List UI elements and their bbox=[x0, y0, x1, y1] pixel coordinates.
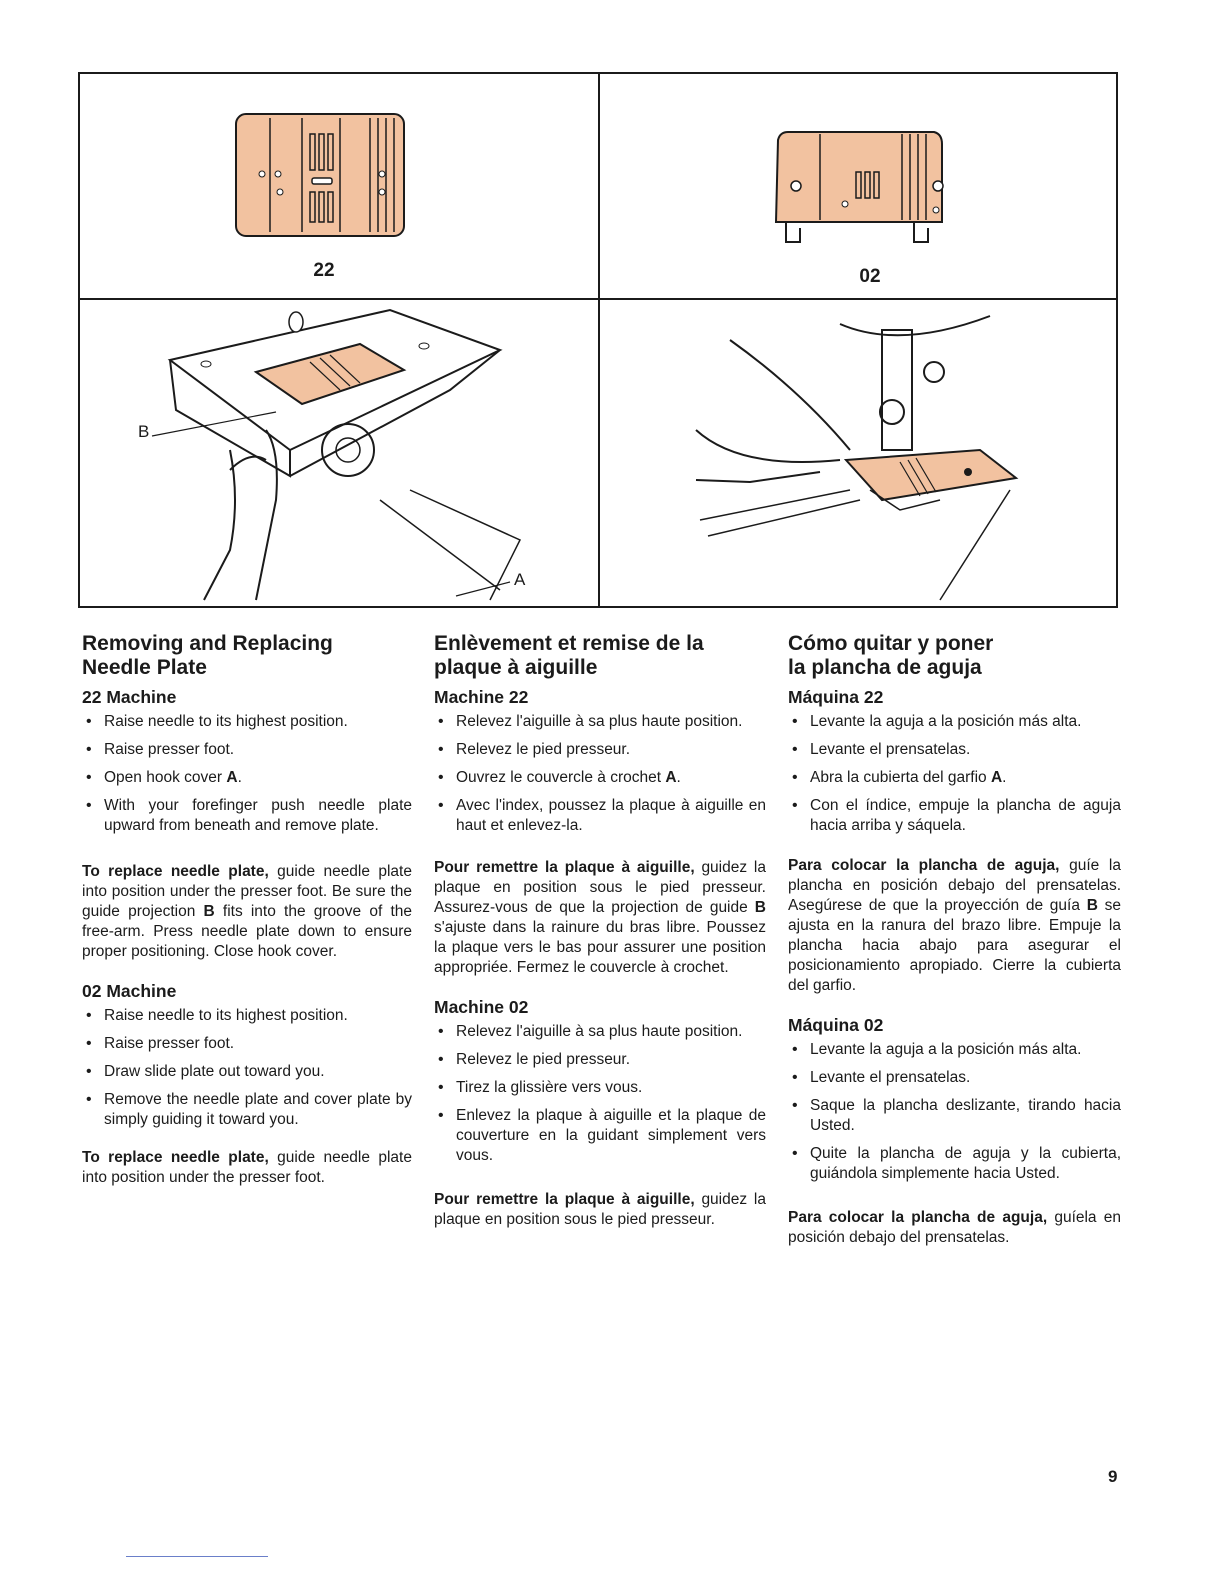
subheading-02-en: 02 Machine bbox=[82, 981, 177, 1001]
subheading-02-fr: Machine 02 bbox=[434, 997, 529, 1017]
column-spanish bbox=[788, 632, 1121, 1266]
list-item: • Relevez le pied presseur. bbox=[434, 1050, 766, 1070]
plate-22-label: 22 bbox=[313, 260, 335, 281]
title-es bbox=[788, 632, 1121, 680]
replace-note-02-es: Para colocar la plancha de aguja, guíela en posición debajo del prensatelas. bbox=[788, 1209, 1121, 1246]
list-item: • Abra la cubierta del garfio A. bbox=[788, 768, 1121, 788]
steps-02-fr bbox=[434, 1022, 766, 1166]
list-item: • Raise presser foot. bbox=[82, 1034, 412, 1054]
list-item: • Quite la plancha de aguja y la cubierta, guiándola simplemente hacia Usted. bbox=[788, 1144, 1121, 1184]
title-fr bbox=[434, 632, 766, 680]
plate-02-label: 02 bbox=[859, 266, 881, 287]
replace-note-22-en: To replace needle plate, guide needle plate into position under the presser foot. Be sure the guide projection B fits into the groove of the free-arm. Press needle plate down to ensure proper positioning. Close hook cover. bbox=[82, 863, 412, 960]
list-item: • Draw slide plate out toward you. bbox=[82, 1062, 412, 1082]
list-item: • Relevez l'aiguille à sa plus haute position. bbox=[434, 1022, 766, 1042]
list-item: • Open hook cover A. bbox=[82, 768, 412, 788]
list-item: • Avec l'index, poussez la plaque à aiguille en haut et enlevez-la. bbox=[434, 796, 766, 836]
title-fr-line1: Enlèvement et remise de la bbox=[434, 632, 704, 655]
list-item: • Enlevez la plaque à aiguille et la plaque de couverture en la guidant simplement vers vous. bbox=[434, 1106, 766, 1166]
figure-grid bbox=[78, 72, 1118, 608]
steps-02-es bbox=[788, 1040, 1121, 1184]
machine-22-illustration bbox=[80, 300, 598, 606]
list-item: • Remove the needle plate and cover plate by simply guiding it toward you. bbox=[82, 1090, 412, 1130]
replace-note-02-en: To replace needle plate, guide needle plate into position under the presser foot. bbox=[82, 1149, 412, 1186]
list-item: • Ouvrez le couvercle à crochet A. bbox=[434, 768, 766, 788]
title-en-line2: Needle Plate bbox=[82, 656, 207, 679]
callout-a: A bbox=[514, 570, 526, 589]
list-item: • With your forefinger push needle plate upward from beneath and remove plate. bbox=[82, 796, 412, 836]
figure-plate-22 bbox=[80, 74, 598, 298]
list-item: • Relevez le pied presseur. bbox=[434, 740, 766, 760]
title-en-line1: Removing and Replacing bbox=[82, 632, 333, 655]
callout-b: B bbox=[138, 422, 150, 441]
title-es-line2: la plancha de aguja bbox=[788, 656, 982, 679]
list-item: • Saque la plancha deslizante, tirando hacia Usted. bbox=[788, 1096, 1121, 1136]
list-item: • Raise needle to its highest position. bbox=[82, 712, 412, 732]
subheading-22-fr: Machine 22 bbox=[434, 687, 529, 707]
steps-22-en bbox=[82, 712, 412, 836]
page-number: 9 bbox=[1108, 1467, 1118, 1486]
steps-02-en bbox=[82, 1006, 412, 1130]
list-item: • Levante el prensatelas. bbox=[788, 740, 1121, 760]
list-item: • Relevez l'aiguille à sa plus haute position. bbox=[434, 712, 766, 732]
column-french bbox=[434, 632, 766, 1248]
column-english bbox=[82, 632, 412, 1206]
footer-rule bbox=[126, 1556, 268, 1557]
list-item: • Raise presser foot. bbox=[82, 740, 412, 760]
list-item: • Con el índice, empuje la plancha de aguja hacia arriba y sáquela. bbox=[788, 796, 1121, 836]
replace-note-22-fr: Pour remettre la plaque à aiguille, guidez la plaque en position sous le pied presseur. Assurez-vous de que la projection de guide B s'ajuste dans la rainure du bras libre. Poussez la plaque vers le bas pour assurer une position appropriée. Fermez le couvercle à crochet. bbox=[434, 859, 766, 976]
machine-02-illustration bbox=[600, 300, 1118, 606]
title-es-line1: Cómo quitar y poner bbox=[788, 632, 994, 655]
figure-remove-plate-22 bbox=[80, 300, 598, 606]
list-item: • Levante el prensatelas. bbox=[788, 1068, 1121, 1088]
subheading-22-en: 22 Machine bbox=[82, 687, 177, 707]
figure-remove-plate-02 bbox=[600, 300, 1118, 606]
subheading-02-es: Máquina 02 bbox=[788, 1015, 884, 1035]
list-item: • Levante la aguja a la posición más alta. bbox=[788, 1040, 1121, 1060]
subheading-22-es: Máquina 22 bbox=[788, 687, 884, 707]
steps-22-fr bbox=[434, 712, 766, 836]
needle-plate-02-drawing bbox=[600, 74, 1118, 298]
steps-22-es bbox=[788, 712, 1121, 836]
title-en bbox=[82, 632, 412, 680]
title-fr-line2: plaque à aiguille bbox=[434, 656, 598, 679]
figure-plate-02 bbox=[600, 74, 1118, 298]
replace-note-02-fr: Pour remettre la plaque à aiguille, guidez la plaque en position sous le pied presseur. bbox=[434, 1191, 766, 1228]
list-item: • Levante la aguja a la posición más alta. bbox=[788, 712, 1121, 732]
list-item: • Tirez la glissière vers vous. bbox=[434, 1078, 766, 1098]
list-item: • Raise needle to its highest position. bbox=[82, 1006, 412, 1026]
replace-note-22-es: Para colocar la plancha de aguja, guíe la plancha en posición debajo del prensatelas. Asegúrese de que la proyección de guía B se ajusta en la ranura del brazo libre. Empuje la plancha hacia abajo para asegurar el posicionamiento apropiado. Cierre la cubierta del garfio. bbox=[788, 857, 1121, 994]
